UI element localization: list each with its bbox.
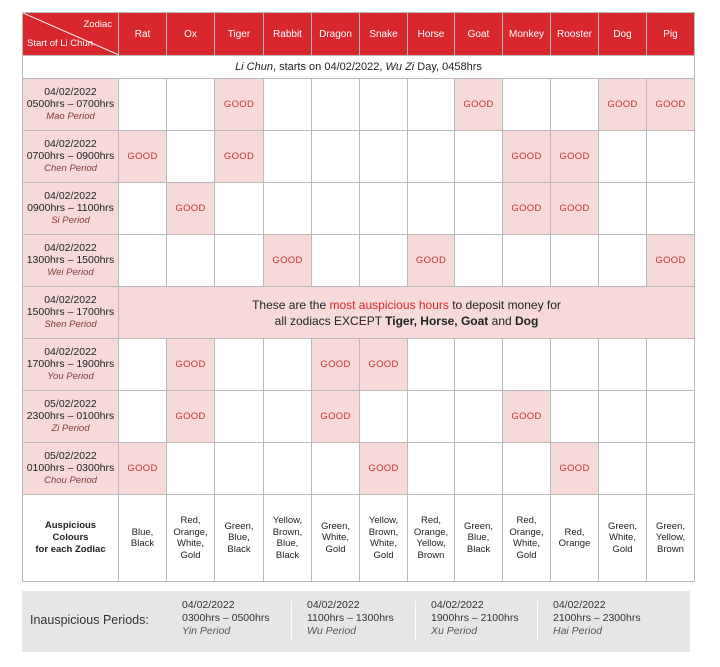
period-date: 05/02/2022 [44, 449, 97, 462]
good-cell: GOOD [215, 79, 264, 131]
colour-word: White, [322, 532, 349, 544]
good-cell: GOOD [264, 235, 312, 287]
inauspicious-date: 04/02/2022 [307, 599, 360, 611]
empty-cell [264, 183, 312, 235]
colours-label [23, 495, 119, 582]
empty-cell [360, 235, 408, 287]
colour-word: Blue, [467, 532, 490, 544]
empty-cell [455, 391, 503, 443]
inauspicious-periods-bar [22, 591, 690, 652]
empty-cell [312, 79, 360, 131]
empty-cell [551, 339, 599, 391]
period-row [23, 79, 695, 131]
empty-cell [264, 131, 312, 183]
good-cell: GOOD [503, 391, 551, 443]
period-row [23, 183, 695, 235]
colour-word: Red, [516, 515, 537, 526]
colour-word: Gold [373, 549, 394, 561]
colour-cell [647, 495, 695, 582]
good-cell: GOOD [503, 131, 551, 183]
period-name: Shen Period [44, 318, 97, 330]
empty-cell [647, 131, 695, 183]
msg-line1-pre: These are the [252, 297, 330, 312]
colour-word: Black [130, 538, 155, 549]
empty-cell [215, 391, 264, 443]
inauspicious-period [172, 599, 270, 638]
empty-cell [455, 131, 503, 183]
period-cell [23, 391, 119, 443]
empty-cell [264, 79, 312, 131]
period-cell [23, 79, 119, 131]
colour-cell [312, 495, 360, 582]
colours-row [23, 495, 695, 582]
empty-cell [167, 443, 215, 495]
empty-cell [167, 235, 215, 287]
empty-cell [215, 235, 264, 287]
period-time: 0900hrs – 1100hrs [27, 202, 114, 215]
period-time: 2300hrs – 0100hrs [26, 410, 115, 423]
colour-word: Yellow, [416, 538, 446, 549]
good-cell: GOOD [647, 79, 695, 131]
empty-cell [360, 131, 408, 183]
period-cell [23, 339, 119, 391]
msg-line2-and: and [488, 313, 516, 328]
period-time: 0500hrs – 0700hrs [26, 98, 115, 111]
corner-header [23, 13, 119, 56]
colour-word: Orange, [413, 526, 449, 538]
good-cell: GOOD [119, 443, 167, 495]
inauspicious-name: Wu Period [307, 625, 357, 637]
empty-cell [599, 131, 647, 183]
period-name: Zi Period [51, 422, 90, 434]
empty-cell [503, 79, 551, 131]
msg-line2-bold: Tiger, Horse, Goat [385, 313, 489, 328]
period-cell [23, 443, 119, 495]
colours-label-line: Colours [52, 532, 89, 543]
empty-cell [599, 339, 647, 391]
colour-cell [599, 495, 647, 582]
colour-word: White, [370, 538, 397, 549]
good-cell: GOOD [647, 235, 695, 287]
period-name: Mao Period [46, 110, 95, 122]
period-name: Chou Period [44, 474, 97, 486]
good-cell: GOOD [119, 131, 167, 183]
good-cell: GOOD [408, 235, 455, 287]
period-name: Si Period [51, 214, 90, 226]
period-date: 04/02/2022 [44, 85, 97, 98]
colour-word: Blue, [276, 538, 299, 549]
colours-label-line: Auspicious [44, 520, 97, 531]
period-name: You Period [47, 370, 94, 382]
empty-cell [119, 79, 167, 131]
zodiac-header-ox: Ox [167, 13, 215, 56]
good-cell: GOOD [503, 183, 551, 235]
empty-cell [312, 131, 360, 183]
empty-cell [647, 443, 695, 495]
colour-word: Green, [463, 520, 494, 532]
colour-word: White, [513, 538, 540, 549]
good-cell: GOOD [551, 131, 599, 183]
msg-line1-highlight: most auspicious hours [329, 297, 449, 312]
empty-cell [647, 339, 695, 391]
colour-cell [215, 495, 264, 582]
colour-word: Black [227, 543, 251, 555]
header-row [23, 13, 695, 56]
inauspicious-period [543, 599, 641, 638]
colour-cell [551, 495, 599, 582]
colour-word: Gold [180, 549, 201, 561]
period-row [23, 131, 695, 183]
colour-word: Brown, [368, 526, 399, 538]
lichun-row [23, 56, 695, 79]
zodiac-header-horse: Horse [408, 13, 455, 56]
empty-cell [503, 443, 551, 495]
period-row [23, 235, 695, 287]
inauspicious-time: 2100hrs – 2300hrs [553, 612, 641, 624]
colour-cell [408, 495, 455, 582]
colour-cell [167, 495, 215, 582]
inauspicious-date: 04/02/2022 [553, 599, 606, 611]
colour-word: Orange, [173, 526, 208, 538]
colour-word: Orange [558, 538, 591, 549]
corner-lichun-label: Start of Li Chun [27, 38, 94, 49]
auspicious-message-line2 [119, 313, 694, 329]
empty-cell [215, 183, 264, 235]
period-name: Chen Period [44, 162, 97, 174]
zodiac-header-dragon: Dragon [312, 13, 360, 56]
period-separator [415, 601, 416, 641]
empty-cell [215, 443, 264, 495]
msg-line1-post: to deposit money for [448, 297, 561, 312]
colour-word: Gold [612, 543, 633, 555]
empty-cell [503, 235, 551, 287]
inauspicious-name: Xu Period [431, 625, 478, 637]
lichun-prefix: Li Chun [235, 61, 273, 73]
zodiac-header-rat: Rat [119, 13, 167, 56]
colour-word: Brown [417, 549, 445, 561]
zodiac-header-goat: Goat [455, 13, 503, 56]
empty-cell [455, 443, 503, 495]
empty-cell [455, 183, 503, 235]
inauspicious-name: Hai Period [553, 625, 603, 637]
colour-word: Orange, [509, 526, 544, 538]
colour-cell [360, 495, 408, 582]
colour-cell [119, 495, 167, 582]
period-separator [537, 601, 538, 641]
colour-word: Yellow, [368, 515, 399, 526]
period-row [23, 391, 695, 443]
empty-cell [312, 183, 360, 235]
empty-cell [312, 235, 360, 287]
empty-cell [408, 131, 455, 183]
empty-cell [408, 183, 455, 235]
colour-word: Yellow, [655, 532, 686, 544]
inauspicious-time: 1900hrs – 2100hrs [431, 612, 519, 624]
inauspicious-time: 0300hrs – 0500hrs [182, 612, 270, 624]
period-time: 0100hrs – 0300hrs [26, 462, 115, 475]
auspicious-message-line1 [119, 297, 694, 313]
empty-cell [360, 183, 408, 235]
colour-word: White, [177, 538, 204, 549]
empty-cell [119, 339, 167, 391]
colours-label-line: for each Zodiac [35, 544, 106, 555]
empty-cell [167, 79, 215, 131]
inauspicious-period [297, 599, 394, 638]
period-date: 04/02/2022 [44, 293, 97, 306]
good-cell: GOOD [551, 443, 599, 495]
colour-word: Black [466, 543, 491, 555]
period-cell [23, 183, 119, 235]
period-date: 05/02/2022 [44, 397, 97, 410]
period-separator [291, 601, 292, 641]
empty-cell [455, 339, 503, 391]
period-row [23, 443, 695, 495]
good-cell: GOOD [599, 79, 647, 131]
colour-word: Yellow, [272, 515, 303, 526]
empty-cell [647, 183, 695, 235]
period-time: 1500hrs – 1700hrs [26, 306, 115, 319]
zodiac-header-pig: Pig [647, 13, 695, 56]
colour-word: Green, [224, 520, 254, 532]
good-cell: GOOD [551, 183, 599, 235]
lichun-day: Wu Zi [385, 61, 415, 73]
empty-cell [167, 131, 215, 183]
inauspicious-title: Inauspicious Periods: [30, 613, 149, 627]
good-cell: GOOD [167, 391, 215, 443]
colour-word: Blue, [131, 526, 154, 538]
zodiac-header-dog: Dog [599, 13, 647, 56]
inauspicious-period [421, 599, 519, 638]
empty-cell [551, 235, 599, 287]
period-date: 04/02/2022 [44, 189, 97, 202]
empty-cell [408, 79, 455, 131]
corner-zodiac-label: Zodiac [83, 19, 112, 30]
period-time: 1300hrs – 1500hrs [26, 254, 115, 267]
empty-cell [455, 235, 503, 287]
colour-word: Blue, [228, 532, 250, 544]
colour-cell [264, 495, 312, 582]
colour-word: Red, [180, 515, 201, 526]
empty-cell [215, 339, 264, 391]
good-cell: GOOD [455, 79, 503, 131]
empty-cell [408, 339, 455, 391]
colour-word: Green, [655, 520, 686, 532]
colour-cell [503, 495, 551, 582]
inauspicious-name: Yin Period [182, 625, 231, 637]
period-time: 0700hrs – 0900hrs [26, 150, 115, 163]
period-name: Wei Period [47, 266, 94, 278]
colour-word: Red, [420, 515, 442, 526]
period-row [23, 339, 695, 391]
lichun-suffix: Day, 0458hrs [414, 61, 482, 73]
colour-word: Brown, [272, 526, 303, 538]
good-cell: GOOD [167, 183, 215, 235]
zodiac-header-rabbit: Rabbit [264, 13, 312, 56]
empty-cell [264, 391, 312, 443]
period-cell [23, 131, 119, 183]
empty-cell [551, 391, 599, 443]
zodiac-hours-table [22, 12, 695, 582]
empty-cell [408, 443, 455, 495]
good-cell: GOOD [167, 339, 215, 391]
empty-cell [360, 79, 408, 131]
empty-cell [599, 183, 647, 235]
msg-line2-bold2: Dog [515, 313, 539, 328]
period-time: 1700hrs – 1900hrs [26, 358, 115, 371]
empty-cell [312, 443, 360, 495]
period-cell [23, 287, 119, 339]
colour-word: White, [609, 532, 636, 544]
good-cell: GOOD [215, 131, 264, 183]
msg-line2-pre: all zodiacs EXCEPT [274, 313, 386, 328]
empty-cell [119, 183, 167, 235]
inauspicious-time: 1100hrs – 1300hrs [307, 612, 394, 624]
good-cell: GOOD [312, 339, 360, 391]
period-row [23, 287, 695, 339]
zodiac-header-monkey: Monkey [503, 13, 551, 56]
colour-word: Black [275, 549, 300, 561]
period-cell [23, 235, 119, 287]
empty-cell [599, 235, 647, 287]
lichun-note [23, 56, 695, 79]
empty-cell [264, 443, 312, 495]
colour-cell [455, 495, 503, 582]
zodiac-header-tiger: Tiger [215, 13, 264, 56]
zodiac-header-snake: Snake [360, 13, 408, 56]
empty-cell [119, 235, 167, 287]
colour-word: Green, [607, 520, 638, 532]
empty-cell [599, 443, 647, 495]
period-date: 04/02/2022 [44, 345, 97, 358]
good-cell: GOOD [360, 339, 408, 391]
colour-word: Gold [325, 543, 346, 555]
colour-word: Green, [320, 520, 351, 532]
empty-cell [599, 391, 647, 443]
empty-cell [551, 79, 599, 131]
auspicious-message [119, 287, 695, 339]
good-cell: GOOD [360, 443, 408, 495]
empty-cell [119, 391, 167, 443]
colour-word: Gold [516, 549, 537, 561]
empty-cell [647, 391, 695, 443]
empty-cell [503, 339, 551, 391]
inauspicious-date: 04/02/2022 [182, 599, 235, 611]
period-date: 04/02/2022 [44, 137, 97, 150]
inauspicious-date: 04/02/2022 [431, 599, 484, 611]
lichun-middle: , starts on 04/02/2022, [272, 61, 386, 73]
good-cell: GOOD [312, 391, 360, 443]
zodiac-header-rooster: Rooster [551, 13, 599, 56]
colour-word: Brown [657, 543, 684, 555]
empty-cell [408, 391, 455, 443]
period-date: 04/02/2022 [44, 241, 97, 254]
empty-cell [360, 391, 408, 443]
empty-cell [264, 339, 312, 391]
colour-word: Red, [564, 526, 585, 538]
